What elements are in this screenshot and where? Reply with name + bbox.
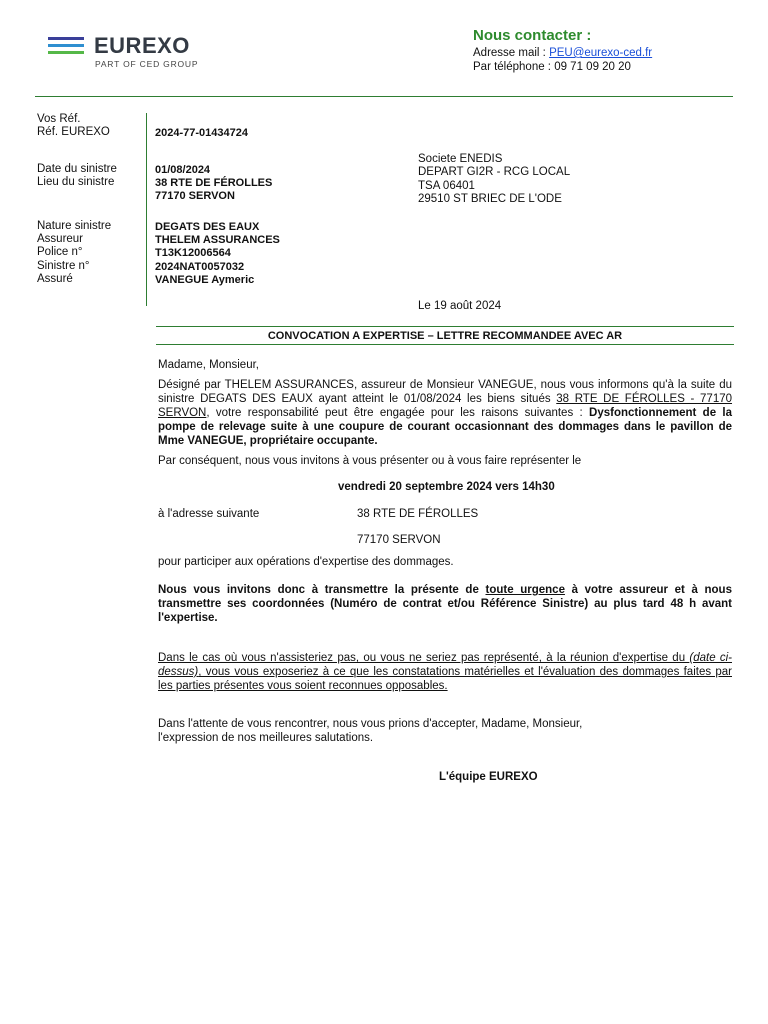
convocation-title: CONVOCATION A EXPERTISE – LETTRE RECOMMANDEE AVEC AR (267, 330, 623, 342)
p1-address: 38 RTE DE FÉROLLES - 77170 SERVON (158, 393, 733, 419)
eurexo-logo-mark (48, 37, 84, 58)
contact-email-line (473, 47, 652, 59)
p1-reason: Dysfonctionnement de la pompe de relevage suite à une coupure de courant occasionnant des dommages dans le pavillon de Mme VANEGUE, propriétaire occupante. (158, 407, 733, 447)
nature-label: Nature sinistre (37, 220, 112, 232)
title-rule-bottom (156, 344, 734, 345)
ref-eurexo-value: 2024-77-01434724 (155, 127, 248, 139)
lieu-value-1: 38 RTE DE FÉROLLES (155, 177, 273, 189)
paragraph-2: Par conséquent, nous vous invitons à vous présenter ou à vous faire représenter le (158, 455, 582, 467)
greeting: Madame, Monsieur, (158, 359, 259, 371)
logo-subtitle: PART OF CED GROUP (95, 59, 199, 69)
recipient-line-2: DEPART GI2R - RCG LOCAL (418, 166, 571, 178)
address-label: à l'adresse suivante (158, 508, 260, 520)
paragraph-3: pour participer aux opérations d'expertise des dommages. (158, 556, 454, 568)
assureur-value: THELEM ASSURANCES (155, 234, 280, 246)
closing-line-1: Dans l'attente de vous rencontrer, nous vous prions d'accepter, Madame, Monsieur, (158, 718, 583, 730)
sinistre-label: Sinistre n° (37, 260, 90, 272)
letter-date: Le 19 août 2024 (418, 300, 502, 312)
p1-text-b: , votre responsabilité peut être engagée pour les raisons suivantes : (206, 407, 590, 419)
logo-name: EUREXO (94, 33, 190, 58)
p5-text-a: Dans le cas où vous n'assisteriez pas, ou vous ne seriez pas représenté, à la réunion d'expertise du (158, 652, 690, 664)
signature: L'équipe EUREXO (439, 771, 538, 783)
p4-text-b: à votre assureur et à nous transmettre ses coordonnées (Numéro de contrat et/ou Référence Sinistre) au plus tard 48 h avant l'expertise. (158, 584, 732, 624)
recipient-line-1: Societe ENEDIS (418, 153, 503, 165)
recipient-line-3: TSA 06401 (418, 180, 475, 192)
assureur-label: Assureur (37, 233, 84, 245)
p4-text-a: Nous vous invitons donc à transmettre la présente de (158, 584, 486, 596)
contact-phone: Par téléphone : 09 71 09 20 20 (473, 61, 631, 73)
appointment-address-2: 77170 SERVON (357, 534, 441, 546)
recipient-line-4: 29510 ST BRIEC DE L'ODE (418, 193, 562, 205)
sinistre-value: 2024NAT0057032 (155, 261, 245, 273)
police-label: Police n° (37, 246, 83, 258)
assure-value: VANEGUE Aymeric (155, 274, 255, 286)
p5-italic: (date ci-dessus) (158, 652, 732, 678)
title-rule-top (156, 326, 734, 327)
assure-label: Assuré (37, 273, 73, 285)
paragraph-5 (158, 651, 732, 693)
email-label: Adresse mail : (473, 47, 550, 59)
lieu-label: Lieu du sinistre (37, 176, 115, 188)
police-value: T13K12006564 (155, 247, 231, 259)
contact-title: Nous contacter : (473, 27, 592, 44)
p1-text-a: Désigné par THELEM ASSURANCES, assureur de Monsieur VANEGUE, nous vous informons qu'à la suite du sinistre DEGATS DES EAUX ayant atteint le 01/08/2024 les biens situés (158, 379, 732, 405)
paragraph-4 (158, 583, 732, 625)
date-label: Date du sinistre (37, 163, 117, 175)
refs-divider (146, 113, 147, 306)
p5-text-b: , vous vous exposeriez à ce que les constatations matérielles et l'évaluation des dommages faites par les parties présentes vous soient reconnues opposables. (158, 666, 732, 692)
lieu-value-2: 77170 SERVON (155, 190, 235, 202)
email-link[interactable]: PEU@eurexo-ced.fr (549, 47, 653, 59)
header-divider (35, 96, 733, 97)
p4-urgent: toute urgence (485, 584, 565, 596)
date-value: 01/08/2024 (155, 164, 211, 176)
paragraph-1 (158, 378, 732, 448)
nature-value: DEGATS DES EAUX (155, 221, 260, 233)
appointment-date: vendredi 20 septembre 2024 vers 14h30 (338, 481, 555, 493)
closing-line-2: l'expression de nos meilleures salutations. (158, 732, 374, 744)
appointment-address-1: 38 RTE DE FÉROLLES (357, 508, 479, 520)
ref-eurexo-label: Réf. EUREXO (37, 126, 110, 138)
vos-ref-label: Vos Réf. (37, 113, 81, 125)
